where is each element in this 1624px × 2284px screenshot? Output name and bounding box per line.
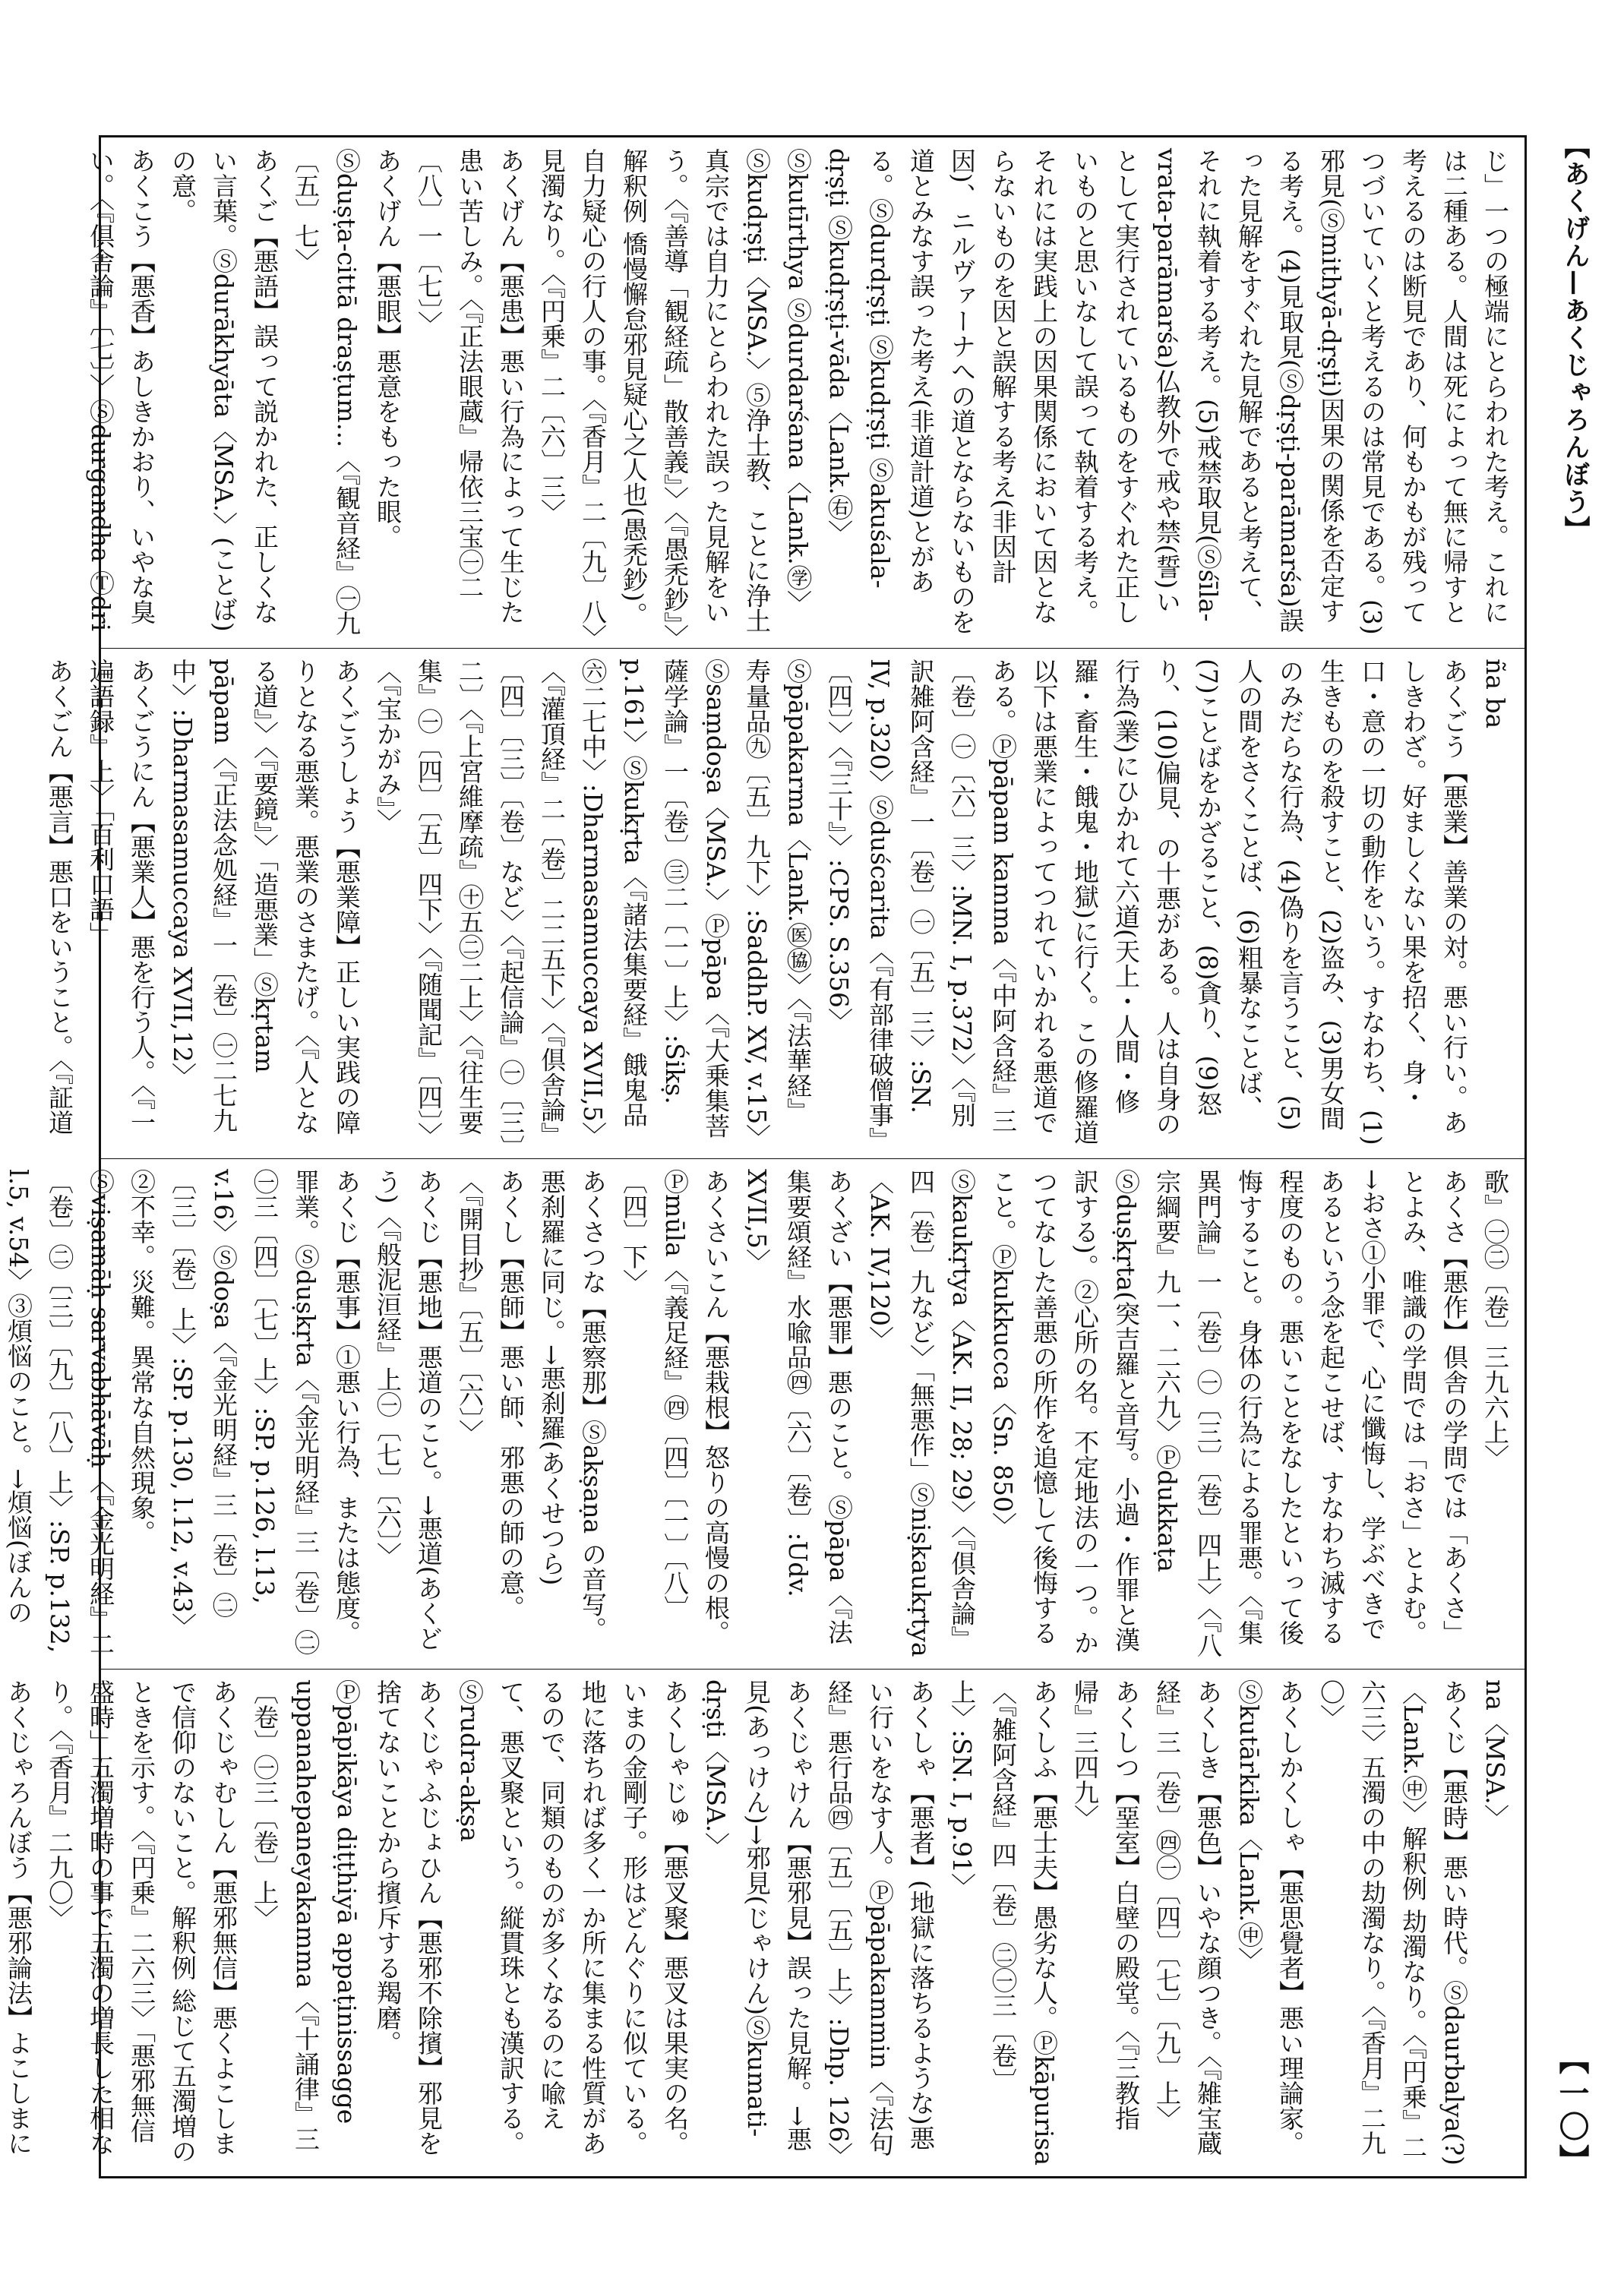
entry-akugounin: あくごうにん【悪業人】悪を行う人。〈『一遍語録』上〉「百利口語」 <box>86 659 156 1135</box>
tier-3 <box>4 1158 1524 1669</box>
entry-akushifu: あくしふ【悪士夫】愚劣な人。Ⓟkāpurisa〈『雑阿含経』四〔卷〕㊁㊀三〔卷〕上〉:SN. I, p.91〉 <box>947 1679 1059 2166</box>
entry-continuation: na〈MSA.〉 <box>1480 1679 1510 1830</box>
entry-continuation: 歌』㊀㊁〔卷〕三九六上〉 <box>1480 1169 1510 1470</box>
entry-akusha: あくしゃ【悪者】(地獄に落ちるような)悪い行いをなす人。Ⓟpāpakammin〈『法句経』悪行品㊃〔五〕〔五〕上〉:Dhp. 126〉 <box>824 1679 936 2168</box>
entry-akugen-akugan: あくげん【悪眼】悪意をもった眼。Ⓢduṣṭa-cittā draṣṭum…〈『観音経』㊀九〔五〕七〉 <box>291 148 403 636</box>
entry-akushitsu: あくしつ【堊室】白壁の殿堂。〈『三教指帰』三四九〉 <box>1070 1679 1141 2131</box>
entry-akushaju: あくしゃじゅ【悪叉聚】悪叉は果実の名。いまの金剛子。形はどんぐりに似ている。地に落ちれば多く一か所に集まる性質があるので、同類のものが多くなるのに喩えて、悪叉聚という。縦貫珠とも漢訳する。Ⓢrudra-akṣa <box>455 1679 690 2156</box>
text-frame <box>4 135 1527 2178</box>
entry-akujafujohin: あくじゃふじょひん【悪邪不除擯】邪見を捨てないことから擯斥する羯磨。Ⓟpāpikāya diṭṭhiyā appaṭinissagge uppanahepaneyakamma〈『十誦律』三〔卷〕㊀三〔卷〕上〉 <box>250 1679 444 2156</box>
entry-akugoushou: あくごうしょう【悪業障】正しい実践の障りとなる悪業。悪業のさまたげ。〈『人となる道』〉〈『要鏡』〉「造悪業」Ⓢkṛtam pāpam〈『正法念処経』一〔卷〕㊀二七九中〉:Dharmasamuccaya XVII,12〉 <box>168 659 362 1135</box>
entry-akushikakusha: あくしかくしゃ【悪思覺者】悪い理論家。Ⓢkutārkika〈Lank.㊥〉 <box>1234 1679 1305 2156</box>
entry-akuji-akuchi: あくじ【悪地】悪道のこと。→悪道(あくどう)〈『般泥洹経』上㊀〔七〕〔六〕〉 <box>373 1169 444 1651</box>
tier-4 <box>4 1669 1524 2176</box>
running-header: 【あくげん—あくじゃろんぼう】 <box>1559 133 1590 543</box>
entry-akugo: あくご【悪語】誤って説かれた、正しくない言葉。Ⓢdurākhyāta〈MSA.〉(ことば)の意。 <box>168 148 280 632</box>
page-number: 【一〇】 <box>1554 2044 1589 2178</box>
entry-akujaken: あくじゃけん【悪邪見】誤った見解。→悪見(あっけん)→邪見(じゃけん)Ⓢkumati-dṛṣṭi〈MSA.〉 <box>701 1679 813 2152</box>
entry-akukou-akkou: あくこう【悪香】あしきかおり、いやな臭い。〈『倶舎論』〔七〕〉Ⓢdurgandha Ⓣdri <box>86 148 156 632</box>
entry-akujaronbou: あくじゃろんぼう【悪邪論法】よこしまに <box>4 1679 33 2156</box>
entry-akushiki: あくしき【悪色】いやな顔つき。〈『雑宝蔵経』三〔卷〕㊃㊀〔四〕〔七〕〔九〕上〉 <box>1152 1679 1223 2156</box>
entry-akusaikon: あくさいこん【悪栽根】怒りの高慢の根。Ⓟmūla〈『義足経』㊃〔四〕〔一〕〔八〕〔四〕下〉 <box>619 1169 731 1645</box>
entry-akusa: あくさ【悪作】倶舎の学問では「あくさ」とよみ、唯識の学問では「おさ」とよむ。→おさ①小罪で、心に懺悔し、学ぶべきであるという念を起こせば、すなわち滅する程度のもの。悪いことをなしたといって後悔すること。身体の行為による罪悪。〈『集異門論』一〔卷〕㊀〔三〕〔卷〕四上〉〈『八宗綱要』九一、二六九〉Ⓟdukkaṭa Ⓢduṣkṛta(突吉羅と音写。小過・作罪と漢訳する)。②心所の名。不定地法の一つ。かつてなした善悪の所作を追憶して後悔すること。Ⓟkukkucca〈Sn. 850〉Ⓢkaukṛtya〈AK. II, 28; 29〉〈『倶舎論』四〔卷〕九など〉「無悪作」Ⓢniṣkaukṛtya〈AK. IV,120〉 <box>865 1169 1469 1658</box>
entry-akugen-akkan: あくげん【悪患】悪い行為によって生じた患い苦しみ。〈『正法眼蔵』帰依三宝㊀二〔八〕一〔七〕〉 <box>414 148 526 624</box>
tier-1 <box>86 137 1524 648</box>
entry-akuzai: あくざい【悪罪】悪のこと。Ⓢpāpa〈『法集要頌経』水喩品㊃〔六〕〔卷〕:Udv. XVII,5〉 <box>742 1169 854 1645</box>
entry-akuji-evil-time: あくじ【悪時】悪い時代。Ⓢdaurbalya(?)〈Lank.㊥〉解釈例 劫濁なり。〈『円乗』二六三〉五濁の中の劫濁なり。〈『香月』二九〇〉 <box>1316 1679 1469 2166</box>
entry-akuji-evil-deed: あくじ【悪事】①悪い行為、または態度。罪業。Ⓢduṣkṛta〈『金光明経』三〔卷〕㊁㊀三〔四〕〔七〕上〉:SP. p.126, l.13, v.16〉Ⓢdoṣa〈『金光明経』三〔卷〕㊁〔三〕〔卷〕上〉:SP. p.130, l.12, v.43〉②不幸。災難。異常な自然現象。Ⓢviṣamāḥ sarvabhāvāḥ〈『金光明経』二〔卷〕㊁〔三〕〔九〕〔八〕上〉:SP. p.132, l.5, v.54〉③煩悩のこと。→煩悩(ぼんの <box>4 1169 362 1657</box>
entry-akujamushin: あくじゃむしん【悪邪無信】悪くよこしまで信仰のないこと。解釈例 総じて五濁増のときを示す。〈『円乗』二六三〉「悪邪無信盛時」五濁増時の事で五濁の増長した相なり。〈『香月』二九〇〉 <box>45 1679 239 2164</box>
entry-akugou: あくごう【悪業】善業の対。悪い行い。あしきわざ。好ましくない果を招く、身・口・意の一切の動作をいう。すなわち、(1)生きものを殺すこと、(2)盗み、(3)男女間のみだらな行為、(4)偽りを言うこと、(5)人の間をさくことば、(6)粗暴なことば、(7)ことばをかざること、(8)貪り、(9)怒り、(10)偏見、の十悪がある。人は自身の行為(業)にひかれて六道(天上・人間・修羅・畜生・餓鬼・地獄)に行く。この修羅道以下は悪業によってつれていかれる悪道である。Ⓟpāpam kamma〈『中阿含経』三〔卷〕㊀〔六〕三〉:MN. I, p.372〉〈『別訳雑阿含経』一〔卷〕㊀〔五〕三〉:SN. IV, p.320〉Ⓢduścarita〈『有部律破僧事』〔四〕〉〈『三十』〉:CPS. S.356〉Ⓢpāpakarma〈Lank.㊩㊯〉〈『法華経』寿量品㊈〔五〕九下〉:SaddhP. XV, v.15〉Ⓢsaṃdoṣa〈MSA.〉Ⓟpāpa〈『大乗集菩薩学論』一〔卷〕㊂二〔一〕上〉:Śikṣ. p.161〉Ⓢkukṛta〈『諸法集要経』餓鬼品㊅二七中〉:Dharmasamuccaya XVII,5〉〈『灌頂経』二〔卷〕二二五下〉〈『倶舎論』〔四〕〔三〕〔卷〕など〉〈『起信論』㊀〔三〕二〕〈『上宮維摩疏』㊉五㊁二上〉〈『往生要集』㊀〔四〕〔五〕四下〉〈『随聞記』〔四〕〉〈『宝かがみ』〉 <box>373 659 1469 1148</box>
tier-2 <box>45 648 1524 1158</box>
entry-akugon: あくごん【悪言】悪口をいうこと。〈『証道 <box>45 659 74 1135</box>
entry-continuation: ña ba <box>1480 659 1510 729</box>
entry-akushi: あくし【悪師】悪い師、邪悪の師の意。〈『開目抄』〔五〕〔六〕〉 <box>455 1169 526 1620</box>
entry-continuation: じ」一つの極端にとらわれた考え。これには二種ある。人間は死によって無に帰すと考えるのは断見であり、何もかもが残ってつづいていくと考えるのは常見である。(3)邪見(Ⓢmithyā-dṛṣṭi)因果の関係を否定する考え。(4)見取見(Ⓢdṛṣṭi-parāmarśa)誤った見解をすぐれた見解であると考えて、それに執着する考え。(5)戒禁取見(Ⓢśīla-vrata-parāmarśa)仏教外で戒や禁(誓)いとして実行されているものをすぐれた正しいものと思いなして誤って執着する考え。それには実践上の因果関係において因とならないものを因と誤解する考え(非因計因)、ニルヴァーナへの道とならないものを道とみなす誤った考え(非道計道)とがある。Ⓢdurdṛṣṭi Ⓢkudṛṣṭi Ⓢakuśala-dṛṣṭi Ⓢkudṛṣṭi-vāda〈Lank.㊨〉Ⓢkutīrthya Ⓢdurdarśana〈Lank.㊫〉Ⓢkudṛṣṭi〈MSA.〉⑤浄土教、ことに浄土真宗では自力にとらわれた誤った見解をいう。〈『善導「観経疏」散善義』〉〈『愚禿鈔』〉解釈例 憍慢懈怠邪見疑心之人也(愚禿鈔)。自力疑心の行人の事。〈『香月』二〔九〕八〉見濁なり。〈『円乗』二〔六〕三〉 <box>537 148 1510 637</box>
entry-akusatsuna: あくさつな【悪察那】Ⓢakṣaṇa の音写。悪刹羅に同じ。→悪刹羅(あくせつら) <box>537 1169 608 1642</box>
